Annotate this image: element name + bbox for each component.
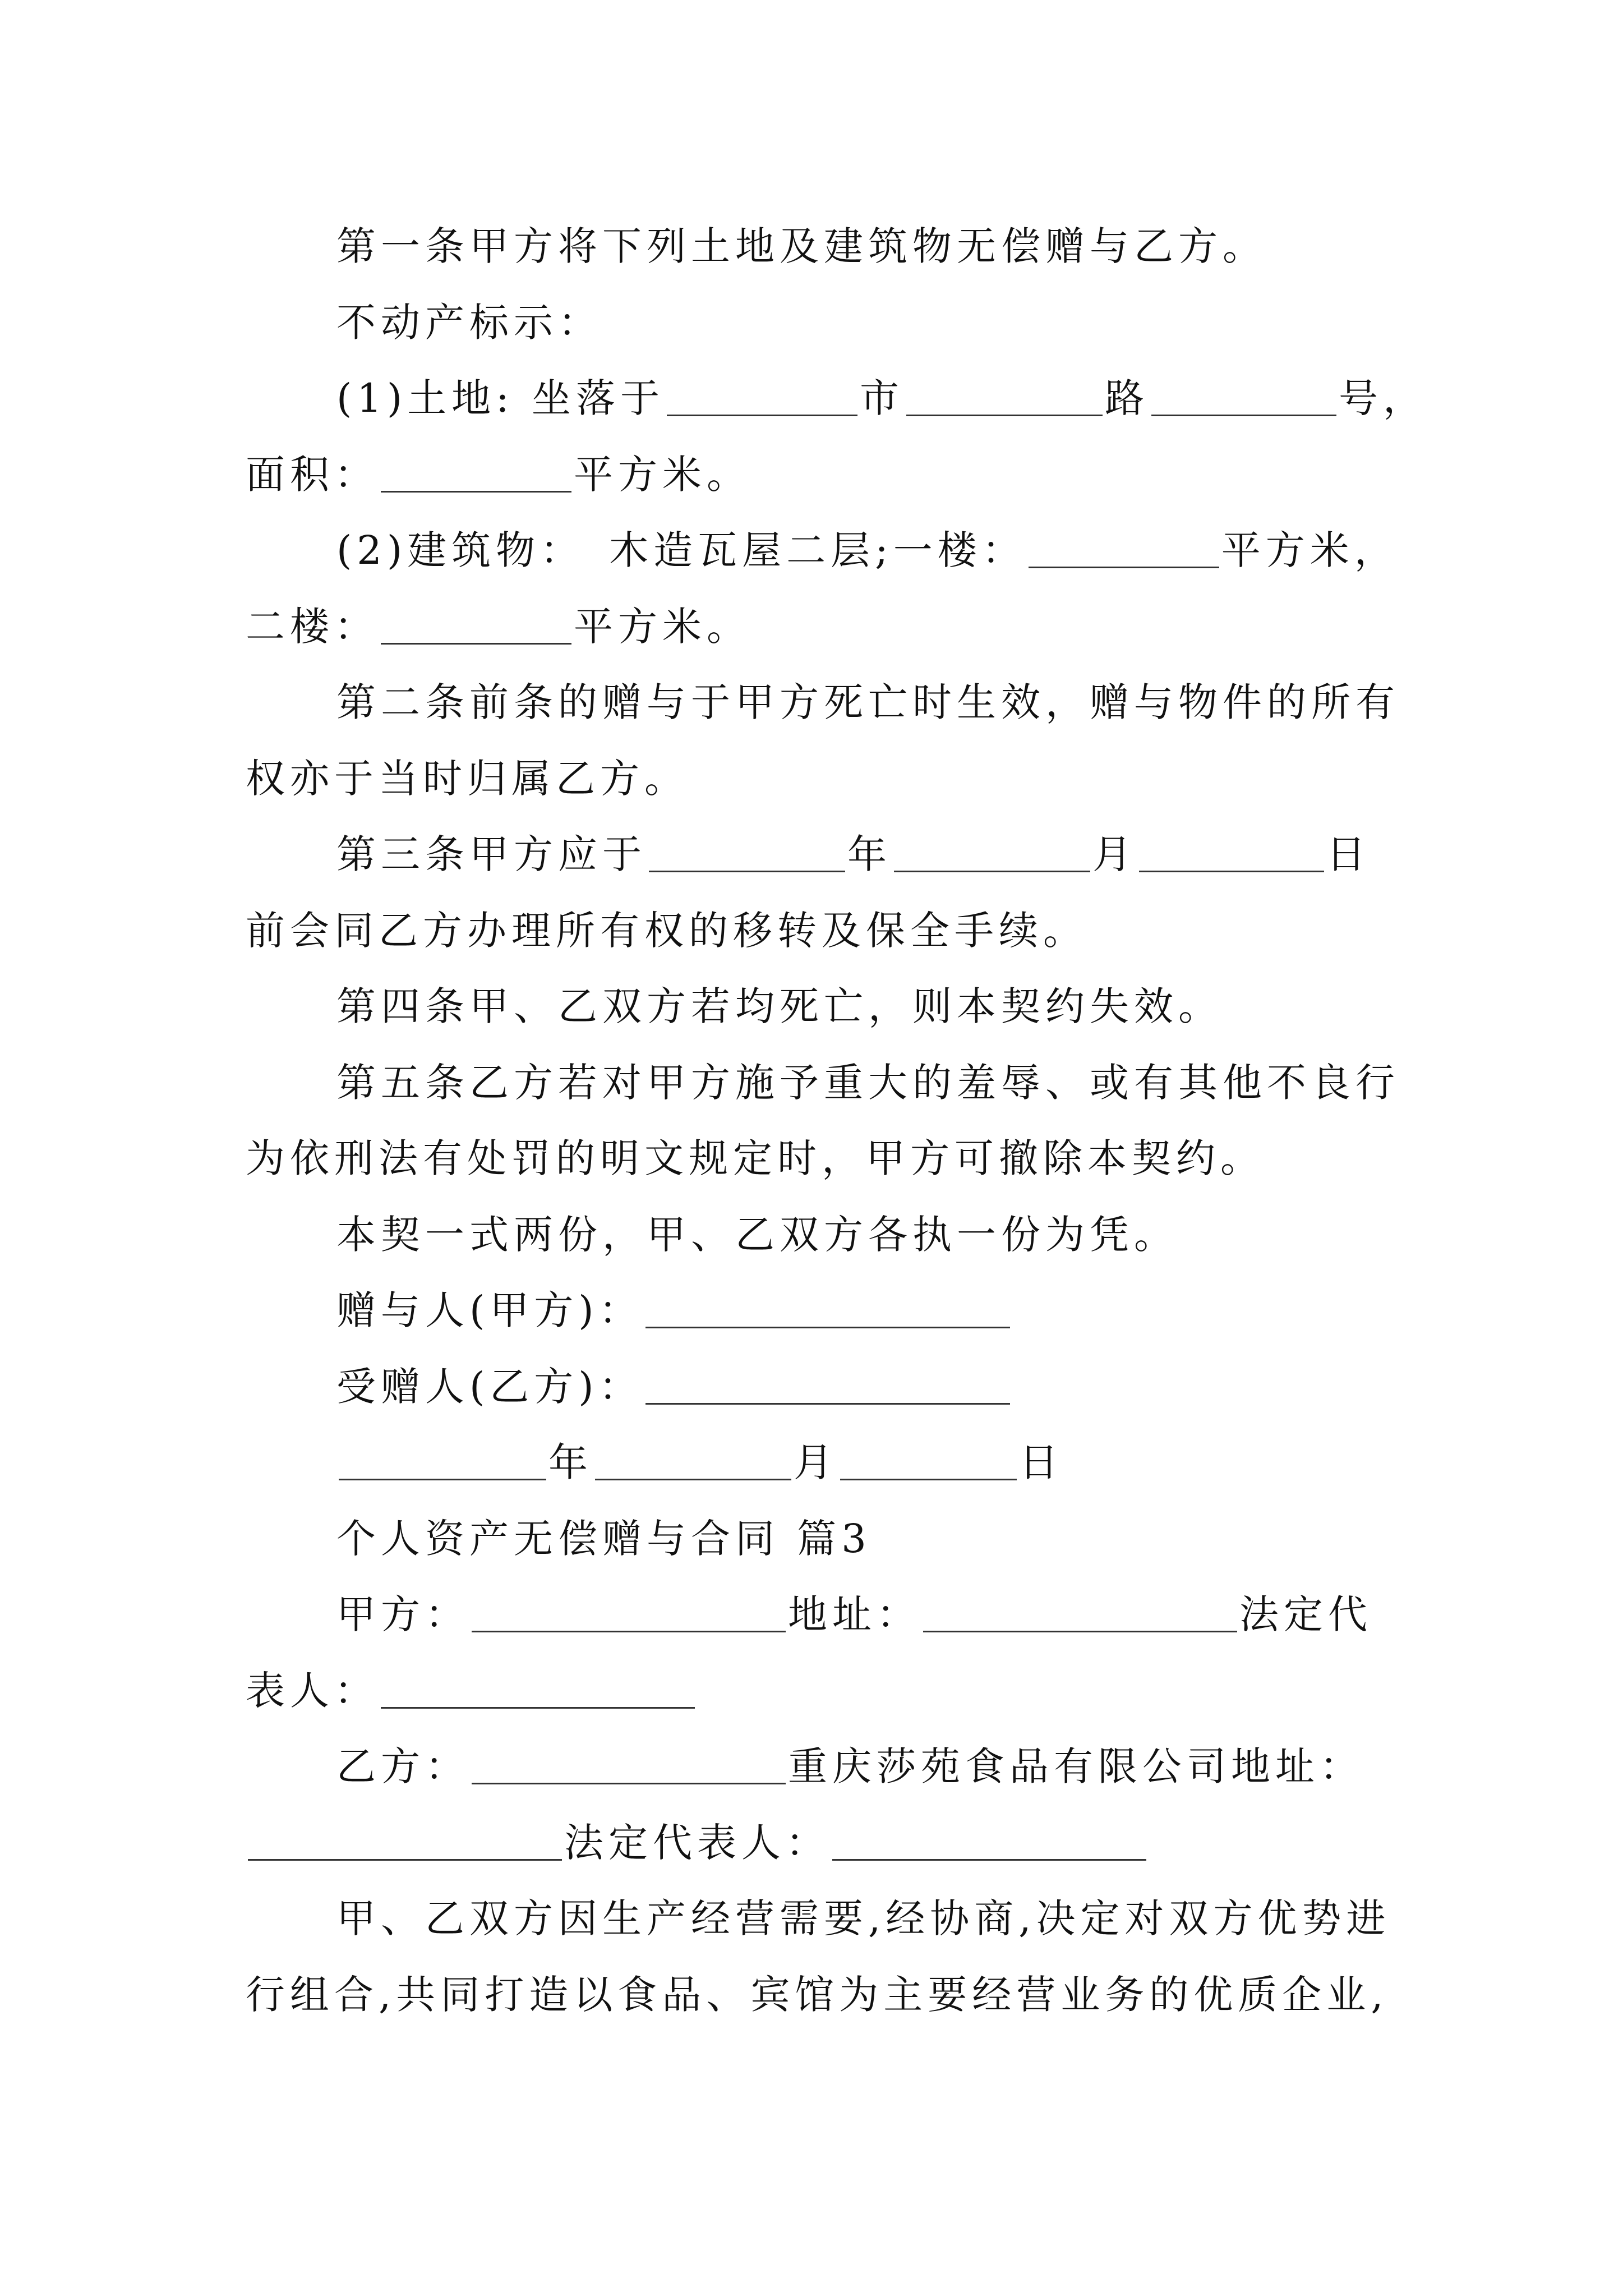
party-b-legal-rep-blank[interactable] — [832, 1828, 1146, 1861]
party-b-label: 乙方： — [336, 1743, 469, 1789]
article-3-prefix: 第三条甲方应于 — [336, 831, 647, 877]
land-number-label: 号， — [1339, 375, 1427, 421]
party-b-rep-line — [246, 1805, 1378, 1881]
land-line — [246, 361, 1427, 437]
article-1-text: 第一条甲方将下列土地及建筑物无偿赠与乙方。 — [336, 223, 1267, 269]
land-road-blank[interactable] — [1151, 383, 1336, 416]
article-5-text-2: 为依刑法有处罚的明文规定时，甲方可撤除本契约。 — [246, 1135, 1265, 1181]
article-5-text-1: 第五条乙方若对甲方施予重大的羞辱、或有其他不良行 — [336, 1059, 1400, 1106]
copies-line — [246, 1197, 1378, 1273]
area-label: 面积： — [246, 451, 379, 498]
document-body — [246, 209, 1427, 2033]
article-4-text: 第四条甲、乙双方若均死亡，则本契约失效。 — [336, 983, 1223, 1029]
party-b-legal-rep-label: 法定代表人： — [564, 1819, 830, 1866]
area-line — [246, 437, 1378, 513]
area-unit: 平方米。 — [574, 451, 751, 498]
article-1 — [246, 209, 1378, 285]
body-line-1 — [246, 1881, 1391, 1957]
article-3-year-blank[interactable] — [649, 839, 845, 872]
article-3-day-blank[interactable] — [1139, 839, 1324, 872]
floor2-line — [246, 589, 1378, 665]
property-heading — [246, 285, 1378, 361]
building-line — [246, 513, 1399, 589]
donee-label: 受赠人(乙方)： — [336, 1363, 643, 1410]
sign-year-blank[interactable] — [339, 1447, 546, 1480]
article-3-year-label: 年 — [847, 831, 892, 877]
party-a-rep-line — [246, 1653, 1378, 1729]
floor2-label: 二楼： — [246, 603, 379, 650]
article-2-line-2 — [246, 741, 1378, 817]
article-3-month-blank[interactable] — [894, 839, 1090, 872]
land-location-blank[interactable] — [667, 383, 857, 416]
party-a-blank[interactable] — [472, 1599, 786, 1632]
property-heading-text: 不动产标示： — [336, 299, 602, 346]
article-3-line-1 — [246, 817, 1378, 893]
floor1-unit: 平方米， — [1221, 527, 1399, 573]
building-prefix: (2)建筑物： — [336, 527, 585, 573]
party-a-label: 甲方： — [336, 1591, 469, 1637]
party-b-blank[interactable] — [472, 1751, 786, 1784]
land-prefix: (1)土地: 坐落于 — [336, 375, 665, 421]
floor2-unit: 平方米。 — [574, 603, 751, 650]
article-2-text-2: 权亦于当时归属乙方。 — [246, 755, 689, 802]
copies-text: 本契一式两份，甲、乙双方各执一份为凭。 — [336, 1211, 1178, 1258]
donee-line — [246, 1349, 1378, 1425]
body-text-2: 行组合,共同打造以食品、宾馆为主要经营业务的优质企业, — [246, 1971, 1389, 2018]
party-a-rep-blank[interactable] — [381, 1676, 695, 1709]
party-a-legal-rep-label: 法定代 — [1239, 1591, 1372, 1637]
donee-blank[interactable] — [645, 1372, 1010, 1405]
sign-month-label: 月 — [794, 1439, 838, 1485]
donor-line — [246, 1273, 1378, 1349]
article-3-day-label: 日 — [1326, 831, 1371, 877]
article-3-month-label: 月 — [1092, 831, 1137, 877]
body-line-2 — [246, 1957, 1389, 2033]
section-title-text: 个人资产无偿赠与合同 篇3 — [336, 1515, 872, 1562]
party-a-rep-label: 表人： — [246, 1667, 379, 1714]
building-desc: 木造瓦屋二层;一楼： — [609, 527, 1026, 573]
sign-month-blank[interactable] — [595, 1447, 791, 1480]
donor-label: 赠与人(甲方)： — [336, 1287, 643, 1333]
body-text-1: 甲、乙双方因生产经营需要,经协商,决定对双方优势进 — [336, 1895, 1391, 1941]
sign-day-label: 日 — [1019, 1439, 1063, 1485]
land-city-label: 市 — [860, 375, 904, 421]
floor1-blank[interactable] — [1029, 535, 1219, 568]
party-a-address-label: 地址： — [788, 1591, 921, 1637]
article-3-text-2: 前会同乙方办理所有权的移转及保全手续。 — [246, 907, 1087, 954]
sign-date-line — [246, 1425, 1378, 1501]
area-blank[interactable] — [381, 459, 571, 493]
article-5-line-2 — [246, 1121, 1378, 1197]
article-2-text-1: 第二条前条的赠与于甲方死亡时生效，赠与物件的所有 — [336, 679, 1400, 725]
article-3-line-2 — [246, 893, 1378, 969]
sign-year-label: 年 — [548, 1439, 593, 1485]
party-a-address-blank[interactable] — [923, 1599, 1237, 1632]
article-5-line-1 — [246, 1045, 1400, 1121]
party-b-company: 重庆莎苑食品有限公司地址： — [788, 1743, 1364, 1789]
land-city-blank[interactable] — [906, 383, 1103, 416]
section-title — [246, 1501, 1378, 1577]
article-4 — [246, 969, 1378, 1045]
floor2-blank[interactable] — [381, 611, 571, 645]
land-road-label: 路 — [1105, 375, 1149, 421]
article-2-line-1 — [246, 665, 1400, 741]
party-b-line — [246, 1729, 1378, 1805]
donor-blank[interactable] — [645, 1295, 1010, 1328]
party-b-address-blank[interactable] — [248, 1828, 562, 1861]
party-a-line — [246, 1577, 1378, 1653]
sign-day-blank[interactable] — [840, 1447, 1017, 1480]
